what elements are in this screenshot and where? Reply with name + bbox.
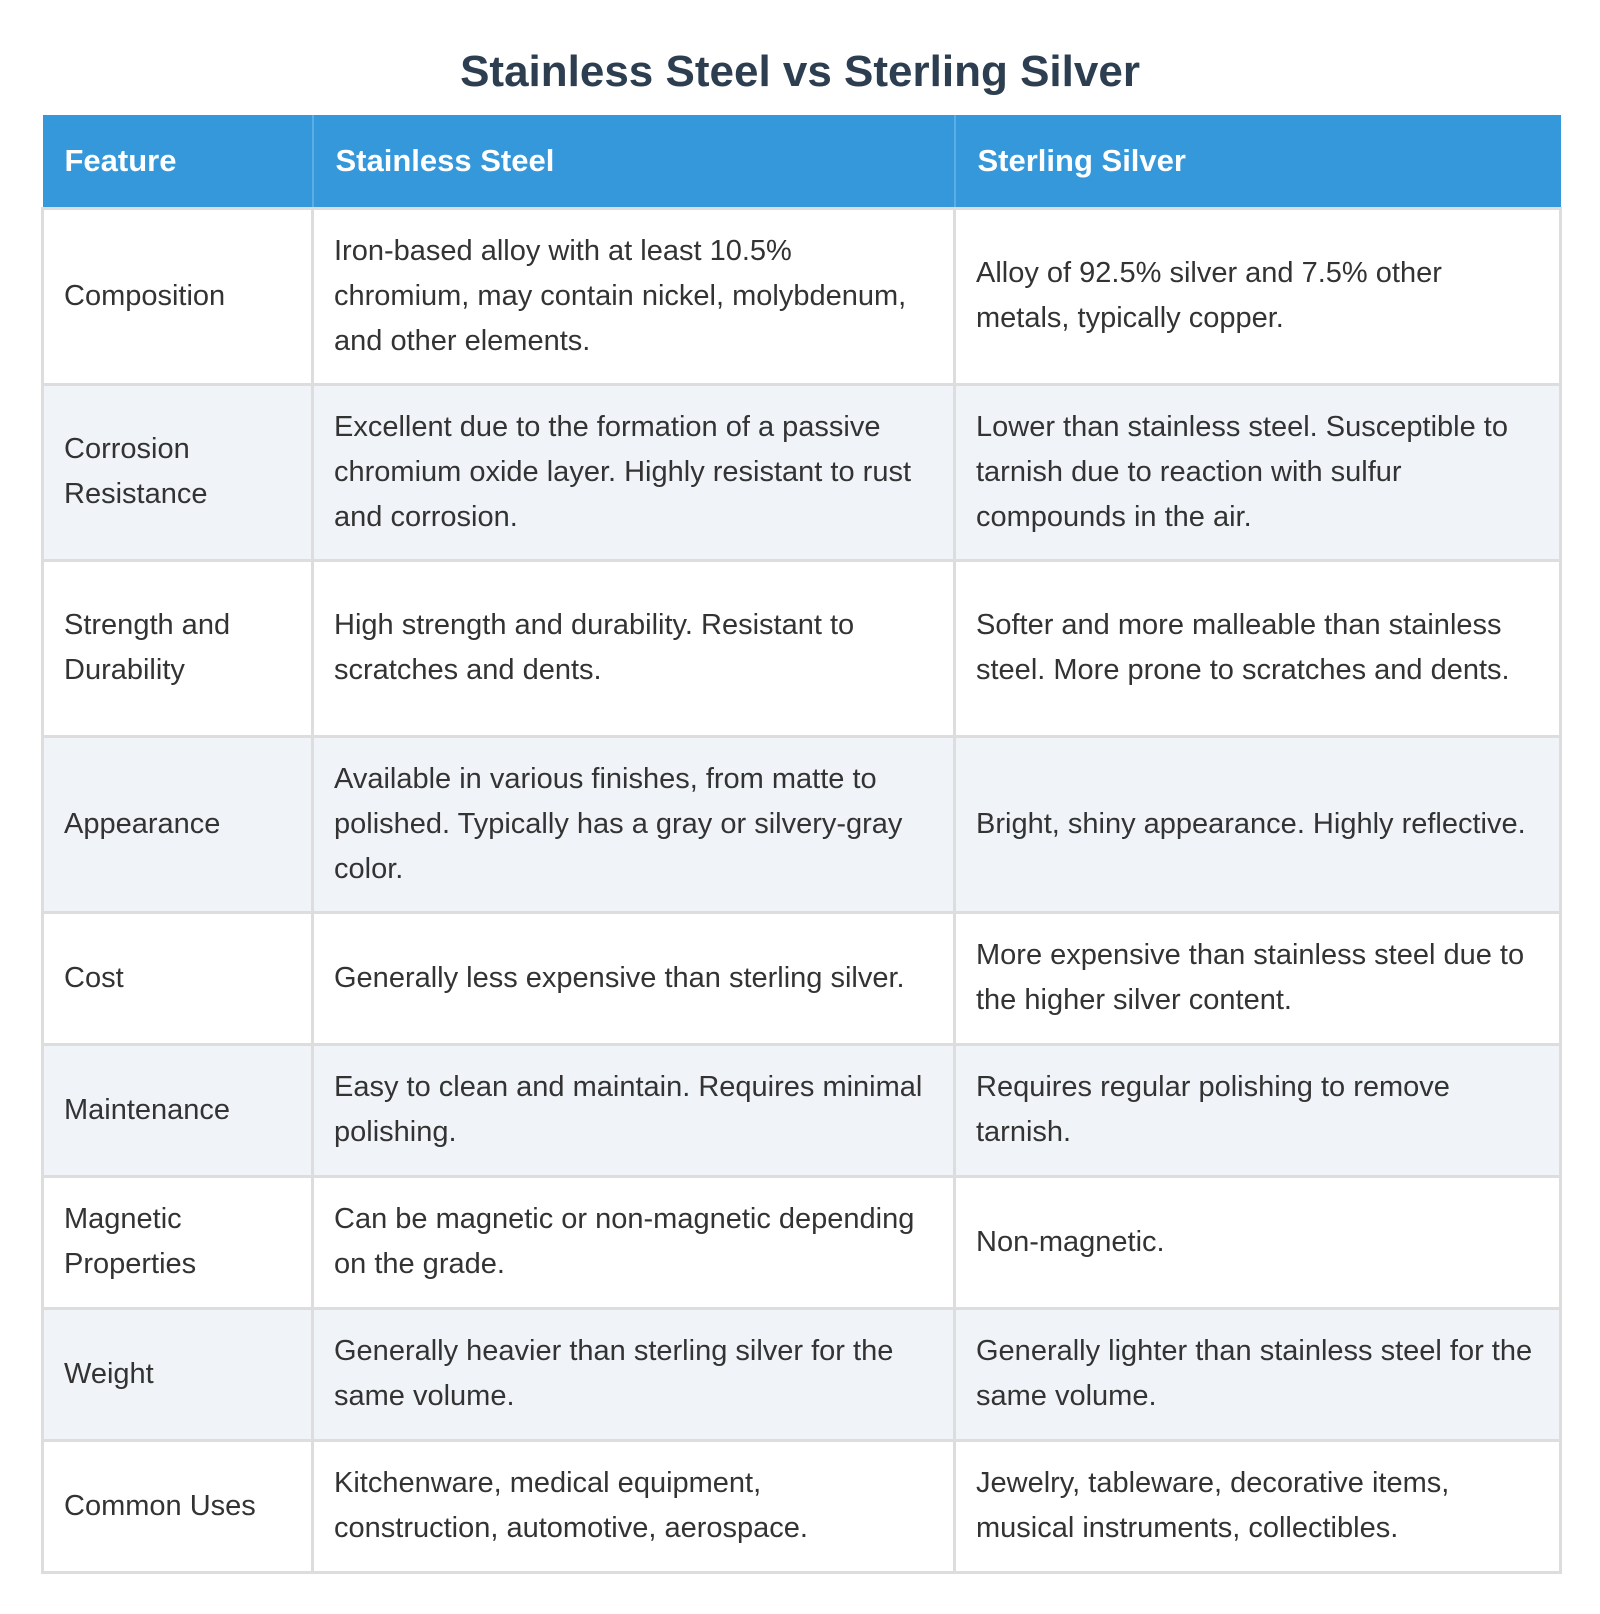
silver-cell: Requires regular polishing to remove tarnish. [955,1044,1561,1176]
table-row [43,1044,1561,1176]
stainless-cell: Can be magnetic or non-magnetic depending on the grade. [313,1176,955,1308]
stainless-cell: Generally heavier than sterling silver for the same volume. [313,1308,955,1440]
table-row [43,1176,1561,1308]
header-row [43,115,1561,208]
header-stainless-steel: Stainless Steel [313,115,955,208]
silver-cell: Alloy of 92.5% silver and 7.5% other metals, typically copper. [955,208,1561,384]
comparison-table [41,115,1562,1574]
silver-cell: Lower than stainless steel. Susceptible to tarnish due to reaction with sulfur compounds in the air. [955,384,1561,560]
feature-cell: Corrosion Resistance [43,384,313,560]
table-row [43,208,1561,384]
feature-cell: Maintenance [43,1044,313,1176]
table-row [43,384,1561,560]
feature-cell: Appearance [43,736,313,912]
silver-cell: Non-magnetic. [955,1176,1561,1308]
page-title: Stainless Steel vs Sterling Silver [460,47,1140,96]
table-header [43,115,1561,208]
table-row [43,912,1561,1044]
stainless-cell: Generally less expensive than sterling silver. [313,912,955,1044]
table-row [43,560,1561,736]
header-feature: Feature [43,115,313,208]
table-row [43,1440,1561,1572]
silver-cell: More expensive than stainless steel due to the higher silver content. [955,912,1561,1044]
stainless-cell: Iron-based alloy with at least 10.5% chromium, may contain nickel, molybdenum, and other elements. [313,208,955,384]
stainless-cell: Excellent due to the formation of a passive chromium oxide layer. Highly resistant to rust and corrosion. [313,384,955,560]
feature-cell: Composition [43,208,313,384]
feature-cell: Magnetic Properties [43,1176,313,1308]
header-sterling-silver: Sterling Silver [955,115,1561,208]
stainless-cell: Easy to clean and maintain. Requires minimal polishing. [313,1044,955,1176]
table-body [43,208,1561,1572]
silver-cell: Softer and more malleable than stainless steel. More prone to scratches and dents. [955,560,1561,736]
stainless-cell: Available in various finishes, from matte to polished. Typically has a gray or silvery-gray color. [313,736,955,912]
silver-cell: Bright, shiny appearance. Highly reflective. [955,736,1561,912]
feature-cell: Cost [43,912,313,1044]
feature-cell: Weight [43,1308,313,1440]
feature-cell: Strength and Durability [43,560,313,736]
table-row [43,736,1561,912]
table-row [43,1308,1561,1440]
stainless-cell: High strength and durability. Resistant to scratches and dents. [313,560,955,736]
stainless-cell: Kitchenware, medical equipment, construction, automotive, aerospace. [313,1440,955,1572]
silver-cell: Jewelry, tableware, decorative items, musical instruments, collectibles. [955,1440,1561,1572]
feature-cell: Common Uses [43,1440,313,1572]
silver-cell: Generally lighter than stainless steel for the same volume. [955,1308,1561,1440]
